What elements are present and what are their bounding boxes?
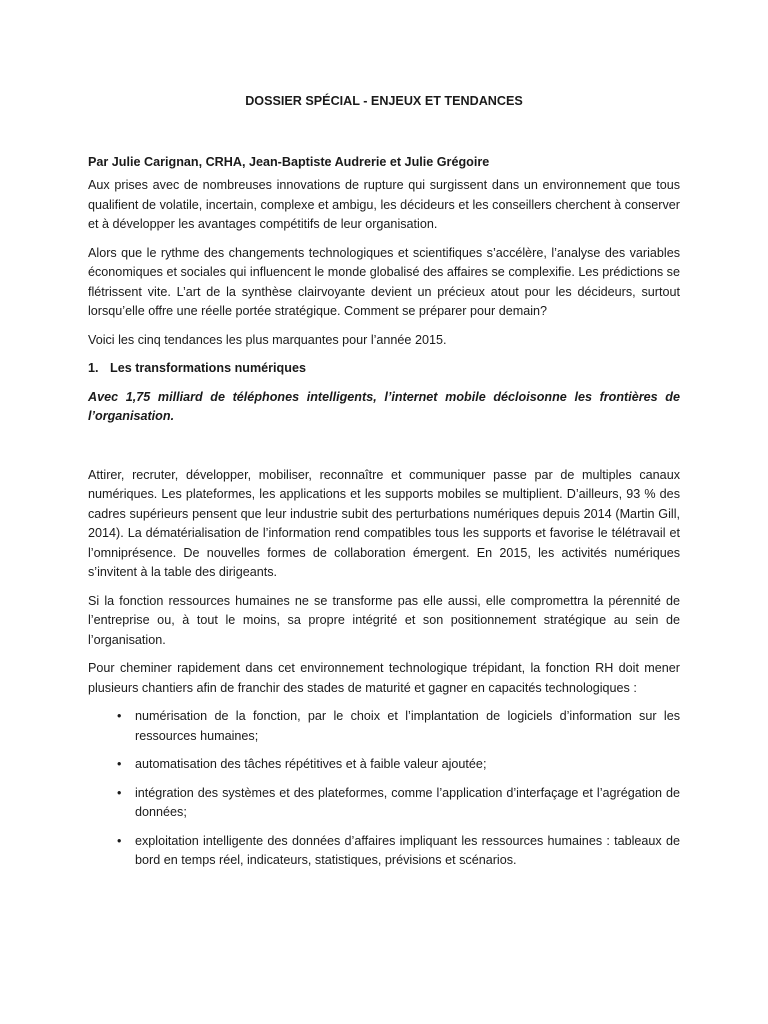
- list-item-text: automatisation des tâches répétitives et à faible valeur ajoutée;: [135, 757, 487, 771]
- list-item-text: numérisation de la fonction, par le choix et l’implantation de logiciels d’information sur les ressources humaines;: [135, 709, 680, 743]
- section-heading-text: Les transformations numériques: [110, 361, 306, 375]
- bullet-icon: •: [117, 833, 122, 848]
- body-paragraph: Si la fonction ressources humaines ne se transforme pas elle aussi, elle compromettra la pérennité de l’entreprise ou, à tout le moins, sa propre intégrité et son positionnement stratégique au sein de l’organisation.: [88, 593, 680, 647]
- bullet-icon: •: [117, 709, 122, 723]
- list-item: [88, 832, 680, 871]
- list-item: [88, 707, 680, 746]
- intro-paragraph: Voici les cinq tendances les plus marquantes pour l’année 2015.: [88, 332, 447, 347]
- bullet-list: [88, 707, 680, 871]
- section-heading: [88, 359, 680, 379]
- body-paragraph: Attirer, recruter, développer, mobiliser, reconnaître et communiquer passe par de multiples canaux numériques. Les plateformes, les applications et les supports mobiles se multiplient. D’ailleurs, 93 % des cadres supérieurs pensent que leur industrie subit des perturbations numériques depuis 2014 (Martin Gill, 2014). La dématérialisation de l’information rend compatibles tous les supports et favorise le télétravail et l’omniprésence. De nouvelles formes de collaboration émergent. En 2015, les activités numériques s’invitent à la table des dirigeants.: [88, 467, 680, 579]
- list-item-text: intégration des systèmes et des plateformes, comme l’application d’interfaçage et l’agrégation de données;: [135, 785, 680, 819]
- bullet-icon: •: [117, 785, 122, 800]
- section-lead: Avec 1,75 milliard de téléphones intelligents, l’internet mobile décloisonne les frontières de l’organisation.: [88, 389, 680, 423]
- body-paragraph: Pour cheminer rapidement dans cet environnement technologique trépidant, la fonction RH doit mener plusieurs chantiers afin de franchir des stades de maturité et gagner en capacités technologiques :: [88, 661, 680, 695]
- section-number: 1.: [88, 361, 99, 375]
- author-line: Par Julie Carignan, CRHA, Jean-Baptiste Audrerie et Julie Grégoire: [88, 154, 490, 169]
- document-title: DOSSIER SPÉCIAL - ENJEUX ET TENDANCES: [245, 94, 523, 108]
- intro-paragraph: Alors que le rythme des changements technologiques et scientifiques s’accélère, l’analyse des variables économiques et sociales qui influencent le monde globalisé des affaires se complexifie. Les prédictions se flétrissent vite. L’art de la synthèse clairvoyante devient un précieux atout pour les décideurs, surtout lorsqu’elle offre une réelle portée stratégique. Comment se préparer pour demain?: [88, 245, 680, 318]
- intro-paragraph: Aux prises avec de nombreuses innovations de rupture qui surgissent dans un environnement que tous qualifient de volatile, incertain, complexe et ambigu, les décideurs et les conseillers cherchent à conserver et à développer les avantages compétitifs de leur organisation.: [88, 178, 680, 231]
- list-item-text: exploitation intelligente des données d’affaires impliquant les ressources humaines : tableaux de bord en temps réel, indicateurs, statistiques, prévisions et scénarios.: [135, 833, 680, 867]
- bullet-icon: •: [117, 757, 122, 771]
- list-item: [88, 784, 680, 823]
- list-item: [88, 755, 680, 775]
